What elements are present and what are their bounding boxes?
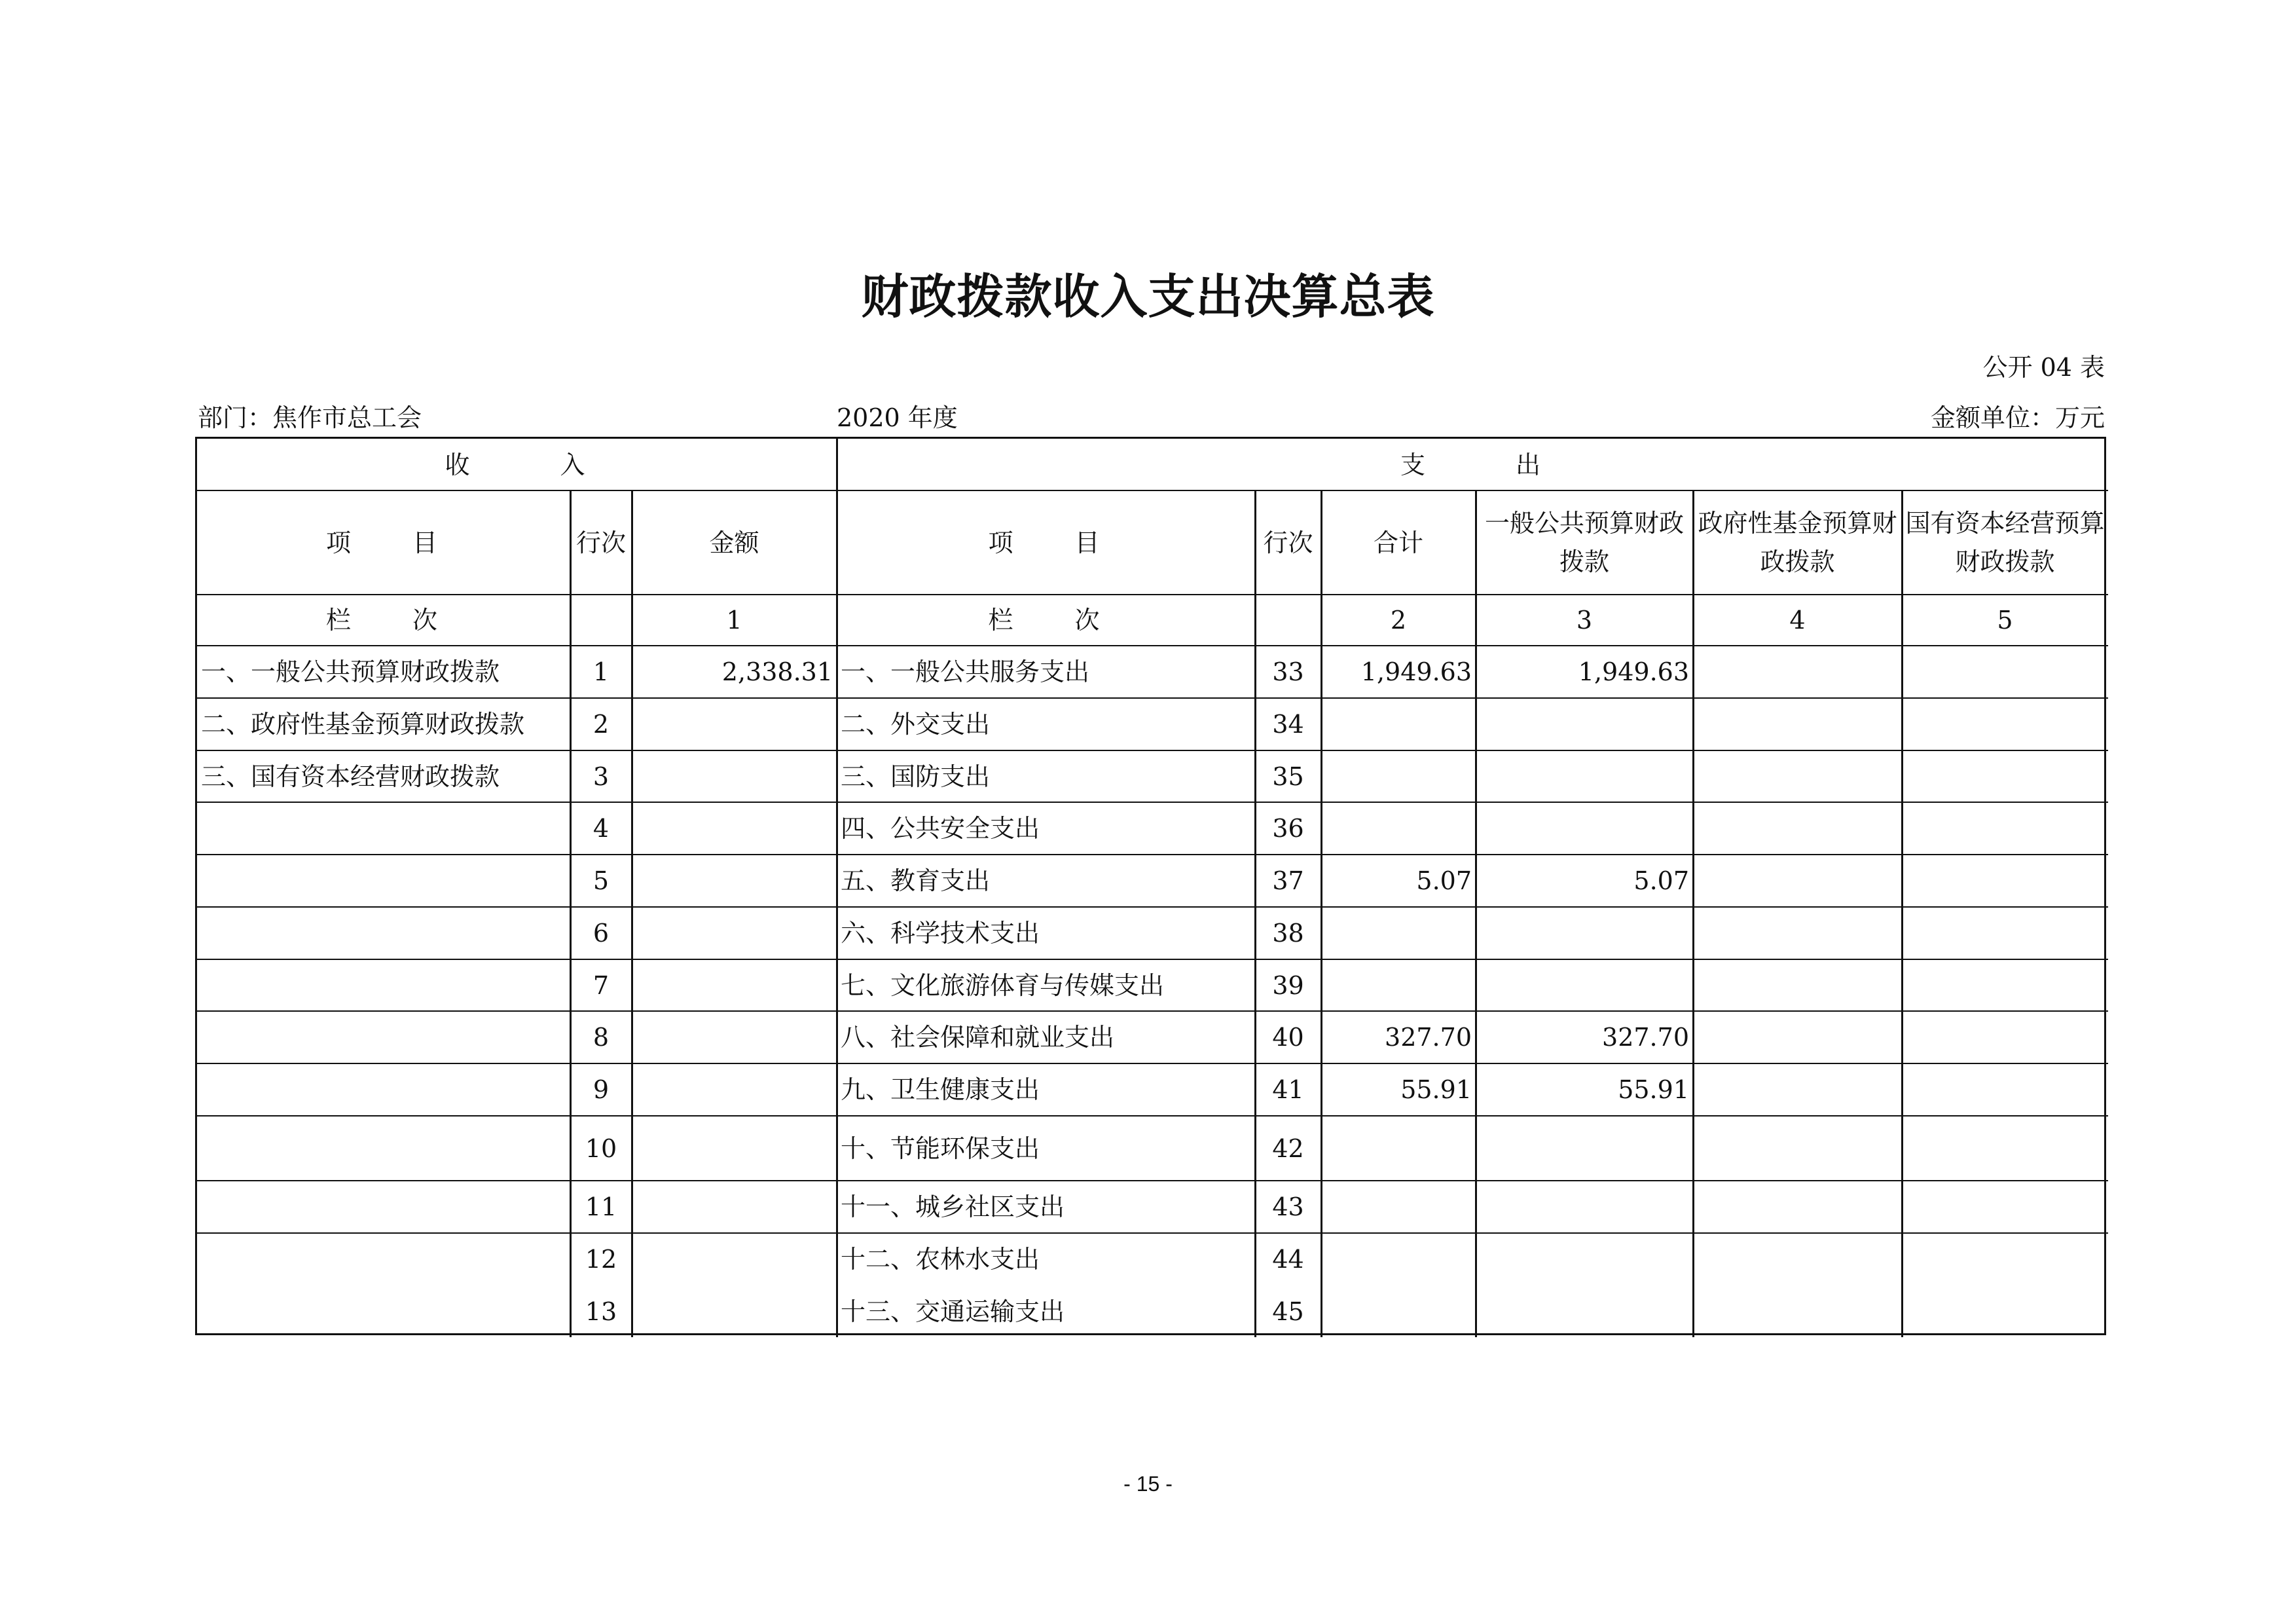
total-header: 合计 xyxy=(1373,528,1423,557)
gov-fund-amount xyxy=(1694,699,1901,750)
income-amount xyxy=(633,1286,835,1337)
income-row-no-header: 行次 xyxy=(575,528,626,557)
general-budget-amount xyxy=(1477,1234,1692,1285)
expense-item: 三、国防支出 xyxy=(841,762,991,791)
general-budget-amount: 327.70 xyxy=(1602,1023,1689,1052)
expense-row-no: 39 xyxy=(1272,970,1304,1000)
income-item: 三、国有资本经营财政拨款 xyxy=(201,762,500,791)
income-item xyxy=(198,1012,569,1063)
income-row-no: 3 xyxy=(592,762,610,791)
column-number: 3 xyxy=(1576,606,1593,635)
general-budget-amount xyxy=(1477,960,1692,1010)
income-row-no: 9 xyxy=(592,1075,610,1104)
income-amount-header: 金额 xyxy=(709,528,759,557)
expense-row-no: 45 xyxy=(1272,1297,1304,1326)
gov-fund-header: 政府性基金预算财政拨款 xyxy=(1698,508,1897,576)
income-amount xyxy=(633,908,835,959)
income-amount xyxy=(633,803,835,854)
expense-row-no: 44 xyxy=(1272,1245,1304,1274)
expense-row-no: 37 xyxy=(1272,866,1304,895)
income-row-no: 13 xyxy=(585,1297,617,1326)
general-budget-amount xyxy=(1477,699,1692,750)
state-capital-amount xyxy=(1903,1064,2107,1115)
expense-total xyxy=(1322,751,1474,802)
income-row-no: 10 xyxy=(585,1134,617,1163)
state-capital-amount xyxy=(1903,960,2107,1010)
general-budget-amount: 1,949.63 xyxy=(1578,657,1689,686)
year-label: 2020 年度 xyxy=(837,403,958,432)
income-amount xyxy=(633,1116,835,1180)
expense-total: 5.07 xyxy=(1416,866,1472,895)
expense-item: 十、节能环保支出 xyxy=(841,1134,1040,1163)
income-row-no: 8 xyxy=(592,1023,610,1052)
state-capital-amount xyxy=(1903,1012,2107,1063)
income-item-header: 项 目 xyxy=(325,528,441,557)
column-number: 5 xyxy=(1997,606,2013,635)
state-capital-amount xyxy=(1903,855,2107,906)
income-header: 收 入 xyxy=(445,450,589,479)
income-item xyxy=(198,855,569,906)
expense-item: 十二、农林水支出 xyxy=(841,1245,1040,1274)
expense-row-no: 34 xyxy=(1272,710,1304,739)
state-capital-amount xyxy=(1903,1181,2107,1232)
income-item xyxy=(198,1286,569,1337)
expense-total: 1,949.63 xyxy=(1360,657,1472,686)
general-budget-amount xyxy=(1477,1181,1692,1232)
income-row-no: 2 xyxy=(592,710,610,739)
income-amount xyxy=(633,1234,835,1285)
income-row-no: 11 xyxy=(585,1192,617,1221)
expense-total: 327.70 xyxy=(1385,1023,1472,1052)
expense-row-no: 43 xyxy=(1272,1192,1304,1221)
gov-fund-amount xyxy=(1694,855,1901,906)
expense-total xyxy=(1322,803,1474,854)
department-label: 部门：焦作市总工会 xyxy=(198,403,422,432)
expense-item: 五、教育支出 xyxy=(841,866,991,895)
expense-total xyxy=(1322,1181,1474,1232)
income-item xyxy=(198,803,569,854)
expense-row-no: 33 xyxy=(1272,657,1304,686)
gov-fund-amount xyxy=(1694,1012,1901,1063)
state-capital-amount xyxy=(1903,646,2107,697)
expense-item-header: 项 目 xyxy=(988,528,1104,557)
income-row-no: 6 xyxy=(592,919,610,948)
expense-row-no: 41 xyxy=(1272,1075,1304,1104)
expense-row-no: 35 xyxy=(1272,762,1304,791)
gov-fund-amount xyxy=(1694,1234,1901,1285)
expense-total xyxy=(1322,1234,1474,1285)
general-budget-amount xyxy=(1477,803,1692,854)
expense-row-no: 42 xyxy=(1272,1134,1304,1163)
gov-fund-amount xyxy=(1694,1181,1901,1232)
gov-fund-amount xyxy=(1694,1064,1901,1115)
income-item: 二、政府性基金预算财政拨款 xyxy=(201,710,525,739)
income-row-no: 5 xyxy=(592,866,610,895)
expense-item: 七、文化旅游体育与传媒支出 xyxy=(841,970,1165,1000)
expense-total xyxy=(1322,908,1474,959)
state-capital-amount xyxy=(1903,803,2107,854)
expense-row-no: 36 xyxy=(1272,814,1304,843)
gov-fund-amount xyxy=(1694,960,1901,1010)
income-item: 一、一般公共预算财政拨款 xyxy=(201,657,500,686)
income-amount xyxy=(633,1064,835,1115)
expense-item: 二、外交支出 xyxy=(841,710,991,739)
expense-row-no: 38 xyxy=(1272,919,1304,948)
general-budget-amount xyxy=(1477,1286,1692,1337)
gov-fund-amount xyxy=(1694,803,1901,854)
income-amount xyxy=(633,751,835,802)
state-capital-amount xyxy=(1903,751,2107,802)
income-item xyxy=(198,1181,569,1232)
gov-fund-amount xyxy=(1694,908,1901,959)
expense-total xyxy=(1322,960,1474,1010)
gov-fund-amount xyxy=(1694,1286,1901,1337)
income-row-no: 4 xyxy=(592,814,610,843)
expense-item: 十三、交通运输支出 xyxy=(841,1297,1065,1326)
expense-total xyxy=(1322,699,1474,750)
income-column-order: 栏 次 xyxy=(325,606,441,635)
expense-header: 支 出 xyxy=(1400,450,1544,479)
expense-row-no: 40 xyxy=(1272,1023,1304,1052)
income-row-no: 12 xyxy=(585,1245,617,1274)
gov-fund-amount xyxy=(1694,751,1901,802)
income-item xyxy=(198,1234,569,1285)
page-number: - 15 - xyxy=(1123,1472,1173,1496)
expense-total xyxy=(1322,1286,1474,1337)
income-amount xyxy=(633,960,835,1010)
expense-total xyxy=(1322,1116,1474,1180)
form-code: 公开 04 表 xyxy=(1982,353,2105,382)
general-budget-amount: 5.07 xyxy=(1633,866,1689,895)
gov-fund-amount xyxy=(1694,646,1901,697)
income-row-no: 7 xyxy=(592,970,610,1000)
general-budget-amount xyxy=(1477,1116,1692,1180)
expense-column-order: 栏 次 xyxy=(988,606,1104,635)
general-budget-header: 一般公共预算财政拨款 xyxy=(1484,508,1684,576)
unit-label: 金额单位：万元 xyxy=(1930,403,2105,432)
column-number: 1 xyxy=(726,606,742,635)
column-number: 4 xyxy=(1789,606,1806,635)
state-capital-amount xyxy=(1903,908,2107,959)
gov-fund-amount xyxy=(1694,1116,1901,1180)
income-row-no: 1 xyxy=(592,657,610,686)
state-capital-amount xyxy=(1903,1234,2107,1285)
expense-total: 55.91 xyxy=(1400,1075,1472,1104)
state-capital-header: 国有资本经营预算财政拨款 xyxy=(1905,508,2105,576)
expense-item: 四、公共安全支出 xyxy=(841,814,1040,843)
income-item xyxy=(198,908,569,959)
state-capital-amount xyxy=(1903,699,2107,750)
general-budget-amount xyxy=(1477,908,1692,959)
income-amount xyxy=(633,1181,835,1232)
general-budget-amount: 55.91 xyxy=(1618,1075,1689,1104)
expense-item: 八、社会保障和就业支出 xyxy=(841,1023,1115,1052)
income-item xyxy=(198,1064,569,1115)
state-capital-amount xyxy=(1903,1116,2107,1180)
expense-row-no-header: 行次 xyxy=(1263,528,1313,557)
income-amount xyxy=(633,699,835,750)
column-number: 2 xyxy=(1390,606,1407,635)
income-amount: 2,338.31 xyxy=(721,657,833,686)
page-title: 财政拨款收入支出决算总表 xyxy=(861,269,1435,324)
income-amount xyxy=(633,855,835,906)
general-budget-amount xyxy=(1477,751,1692,802)
expense-item: 一、一般公共服务支出 xyxy=(841,657,1090,686)
expense-item: 六、科学技术支出 xyxy=(841,919,1040,948)
expense-item: 九、卫生健康支出 xyxy=(841,1075,1040,1104)
income-amount xyxy=(633,1012,835,1063)
income-item xyxy=(198,1116,569,1180)
expense-item: 十一、城乡社区支出 xyxy=(841,1192,1065,1221)
state-capital-amount xyxy=(1903,1286,2107,1337)
budget-table xyxy=(195,437,2106,1335)
income-item xyxy=(198,960,569,1010)
